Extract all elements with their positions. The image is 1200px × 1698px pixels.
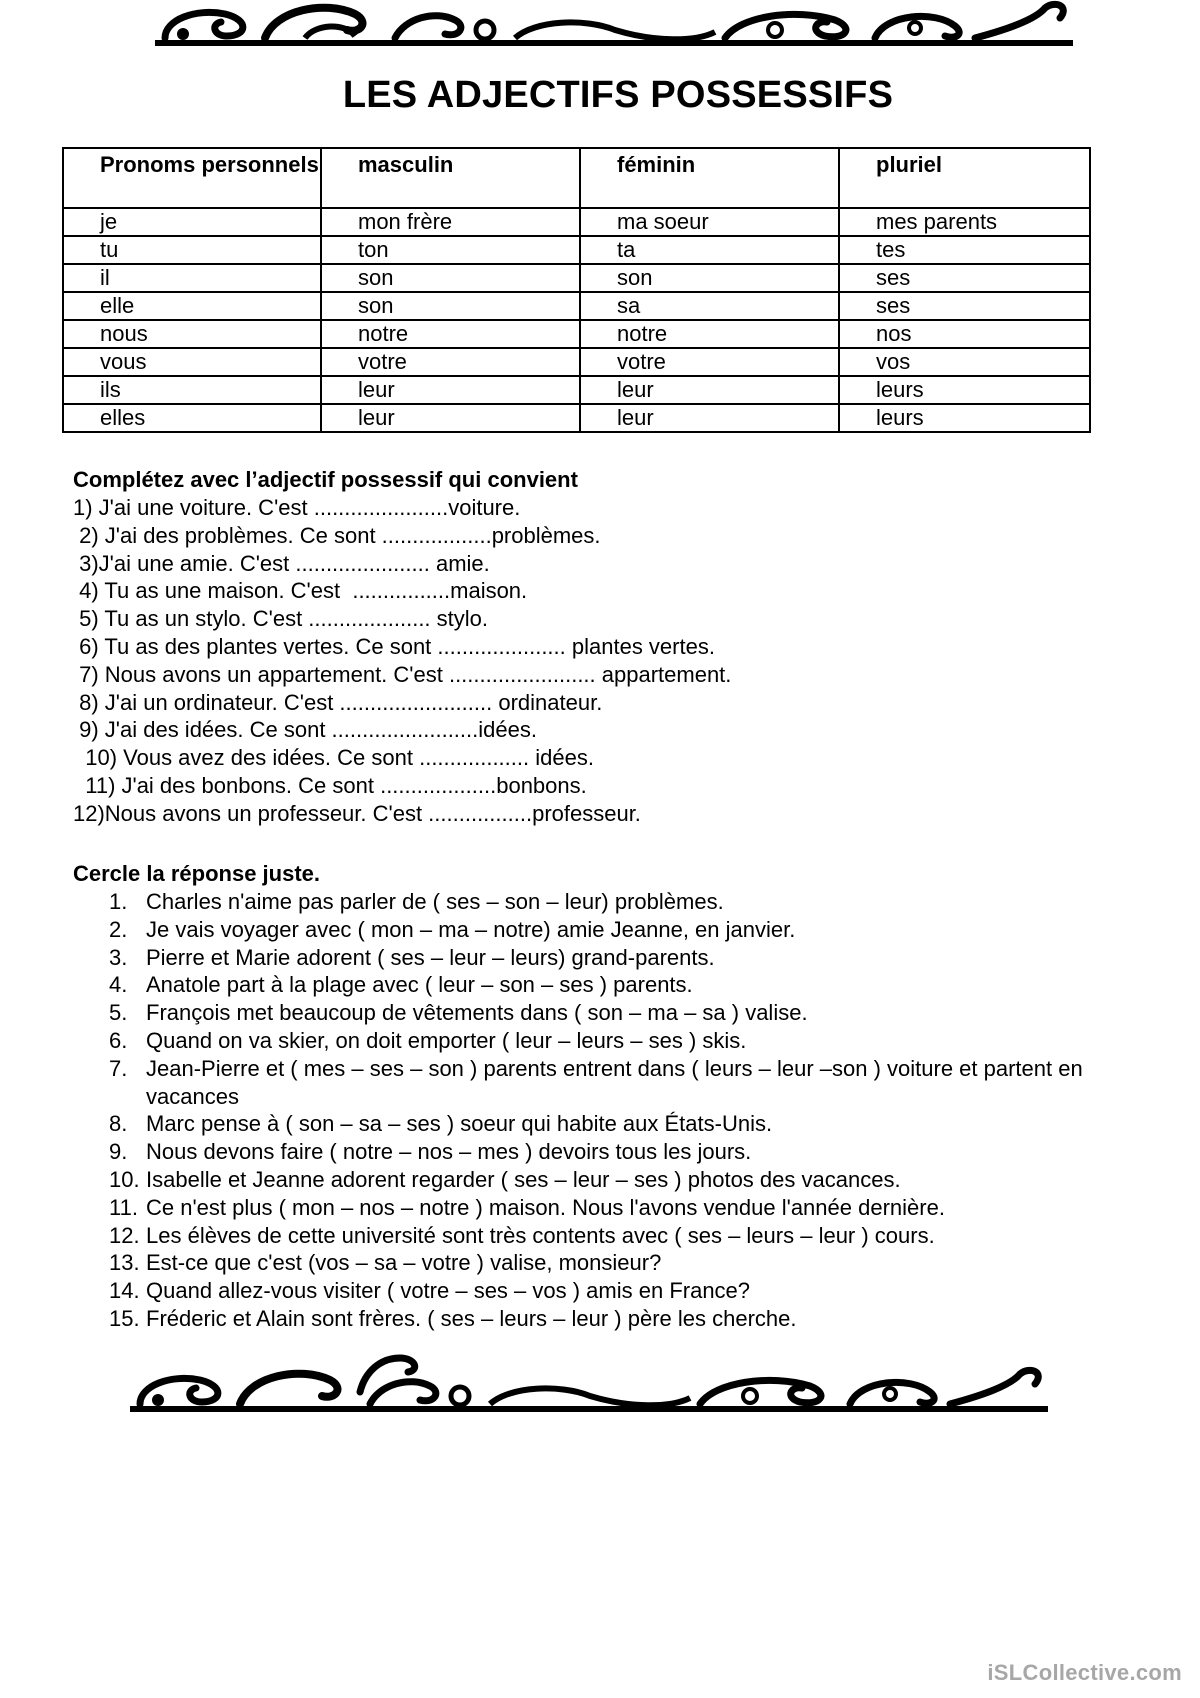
- exercise-fill-in-heading: Complétez avec l’adjectif possessif qui convient: [73, 467, 578, 492]
- table-row: [63, 264, 1090, 292]
- list-item: [73, 888, 1146, 916]
- list-item: [73, 1222, 1146, 1250]
- exercise-circle-answer-heading: Cercle la réponse juste.: [73, 861, 320, 886]
- table-row: [63, 208, 1090, 236]
- cell-pronoun: il: [63, 264, 321, 292]
- cell-plural: nos: [839, 320, 1090, 348]
- cell-plural: mes parents: [839, 208, 1090, 236]
- item-text: Quand on va skier, on doit emporter ( leur – leurs – ses ) skis.: [146, 1027, 747, 1053]
- exercise-line: 2) J'ai des problèmes. Ce sont ..................problèmes.: [73, 522, 601, 548]
- table-row: [63, 348, 1090, 376]
- item-text: Pierre et Marie adorent ( ses – leur – leurs) grand-parents.: [146, 944, 715, 970]
- list-item: [73, 1138, 1146, 1166]
- item-text: Charles n'aime pas parler de ( ses – son – leur) problèmes.: [146, 889, 724, 914]
- exercise-line: 7) Nous avons un appartement. C'est ........................ appartement.: [73, 661, 732, 687]
- exercise-line: 10) Vous avez des idées. Ce sont .................. idées.: [73, 745, 594, 771]
- list-item: [73, 1055, 1146, 1111]
- item-text: Fréderic et Alain sont frères. ( ses – leurs – leur ) père les cherche.: [146, 1305, 797, 1331]
- exercise-line: 8) J'ai un ordinateur. C'est ......................... ordinateur.: [73, 689, 603, 715]
- item-number: 3.: [109, 944, 128, 970]
- header-plural: pluriel: [839, 148, 1090, 208]
- exercise-line: 9) J'ai des idées. Ce sont ........................idées.: [73, 717, 537, 743]
- exercise-line: 5) Tu as un stylo. C'est .................... stylo.: [73, 606, 489, 632]
- list-item: [73, 944, 1146, 972]
- item-number: 2.: [109, 916, 128, 942]
- cell-masculine: mon frère: [321, 208, 580, 236]
- cell-plural: leurs: [839, 404, 1090, 432]
- item-text: Isabelle et Jeanne adorent regarder ( ses – leur – ses ) photos des vacances.: [146, 1166, 901, 1192]
- list-item: [73, 971, 1146, 999]
- table-row: [63, 236, 1090, 264]
- cell-pronoun: vous: [63, 348, 321, 376]
- exercise-line: 4) Tu as une maison. C'est ................maison.: [73, 578, 528, 604]
- item-text: Les élèves de cette université sont très contents avec ( ses – leurs – leur ) cours.: [146, 1222, 935, 1248]
- page-title: LES ADJECTIFS POSSESSIFS: [342, 74, 894, 116]
- cell-feminine: ma soeur: [580, 208, 839, 236]
- list-item: [73, 1249, 1146, 1277]
- item-number: 12.: [109, 1222, 140, 1248]
- item-text: Jean-Pierre et ( mes – ses – son ) parents entrent dans ( leurs – leur –son ) voiture et partent en vacances: [146, 1055, 1083, 1109]
- item-text: Anatole part à la plage avec ( leur – son – ses ) parents.: [146, 972, 693, 998]
- cell-pronoun: elles: [63, 404, 321, 432]
- cell-feminine: leur: [580, 404, 839, 432]
- item-number: 14.: [109, 1278, 140, 1304]
- exercise-fill-in: [73, 466, 731, 828]
- cell-plural: tes: [839, 236, 1090, 264]
- list-item: [73, 916, 1146, 944]
- table-header-row: [63, 148, 1090, 208]
- table-row: [63, 376, 1090, 404]
- item-number: 6.: [109, 1027, 128, 1053]
- list-item: [73, 1027, 1146, 1055]
- table-row: [63, 404, 1090, 432]
- cell-feminine: notre: [580, 320, 839, 348]
- cell-masculine: notre: [321, 320, 580, 348]
- table-row: [63, 320, 1090, 348]
- exercise-line: 11) J'ai des bonbons. Ce sont ...................bonbons.: [73, 772, 587, 798]
- decorative-scroll-ornament-bottom: [130, 1352, 1048, 1418]
- cell-masculine: son: [321, 264, 580, 292]
- cell-pronoun: nous: [63, 320, 321, 348]
- cell-feminine: son: [580, 264, 839, 292]
- item-text: Nous devons faire ( notre – nos – mes ) devoirs tous les jours.: [146, 1139, 752, 1165]
- exercise-line: 12)Nous avons un professeur. C'est .................professeur.: [73, 800, 641, 826]
- cell-pronoun: je: [63, 208, 321, 236]
- exercise-line: 1) J'ai une voiture. C'est ......................voiture.: [73, 495, 521, 520]
- question-list: [73, 888, 1146, 1333]
- cell-pronoun: tu: [63, 236, 321, 264]
- decorative-scroll-ornament-top: [155, 0, 1073, 52]
- item-text: Marc pense à ( son – sa – ses ) soeur qui habite aux États-Unis.: [146, 1111, 773, 1137]
- item-number: 8.: [109, 1111, 128, 1137]
- list-item: [73, 1305, 1146, 1333]
- cell-pronoun: elle: [63, 292, 321, 320]
- list-item: [73, 1166, 1146, 1194]
- table-row: [63, 292, 1090, 320]
- item-number: 10.: [109, 1166, 140, 1192]
- list-item: [73, 1194, 1146, 1222]
- item-number: 1.: [109, 889, 128, 914]
- cell-plural: ses: [839, 292, 1090, 320]
- possessive-adjectives-table: [62, 147, 1091, 433]
- cell-feminine: sa: [580, 292, 839, 320]
- cell-masculine: leur: [321, 404, 580, 432]
- watermark-footer: iSLCollective.com: [987, 1660, 1182, 1685]
- item-number: 7.: [109, 1055, 128, 1081]
- cell-feminine: votre: [580, 348, 839, 376]
- cell-plural: ses: [839, 264, 1090, 292]
- exercise-line: 6) Tu as des plantes vertes. Ce sont ..................... plantes vertes.: [73, 633, 715, 659]
- cell-masculine: leur: [321, 376, 580, 404]
- item-number: 11.: [109, 1194, 138, 1220]
- item-text: François met beaucoup de vêtements dans ( son – ma – sa ) valise.: [146, 1000, 808, 1026]
- header-pronouns: Pronoms personnels: [63, 148, 321, 208]
- cell-feminine: leur: [580, 376, 839, 404]
- cell-plural: vos: [839, 348, 1090, 376]
- cell-masculine: ton: [321, 236, 580, 264]
- item-text: Je vais voyager avec ( mon – ma – notre) amie Jeanne, en janvier.: [146, 916, 796, 942]
- item-number: 5.: [109, 1000, 128, 1026]
- item-number: 13.: [109, 1250, 140, 1276]
- item-text: Ce n'est plus ( mon – nos – notre ) maison. Nous l'avons vendue l'année dernière.: [146, 1194, 945, 1220]
- cell-masculine: votre: [321, 348, 580, 376]
- item-text: Quand allez-vous visiter ( votre – ses – vos ) amis en France?: [146, 1278, 751, 1304]
- header-masculine: masculin: [321, 148, 580, 208]
- item-number: 9.: [109, 1139, 128, 1165]
- item-number: 4.: [109, 972, 128, 998]
- list-item: [73, 999, 1146, 1027]
- list-item: [73, 1110, 1146, 1138]
- list-item: [73, 1277, 1146, 1305]
- cell-feminine: ta: [580, 236, 839, 264]
- exercise-circle-answer: [73, 860, 1146, 1333]
- cell-plural: leurs: [839, 376, 1090, 404]
- cell-masculine: son: [321, 292, 580, 320]
- header-feminine: féminin: [580, 148, 839, 208]
- item-text: Est-ce que c'est (vos – sa – votre ) valise, monsieur?: [146, 1250, 662, 1276]
- cell-pronoun: ils: [63, 376, 321, 404]
- exercise-line: 3)J'ai une amie. C'est ...................... amie.: [73, 550, 490, 576]
- item-number: 15.: [109, 1305, 140, 1331]
